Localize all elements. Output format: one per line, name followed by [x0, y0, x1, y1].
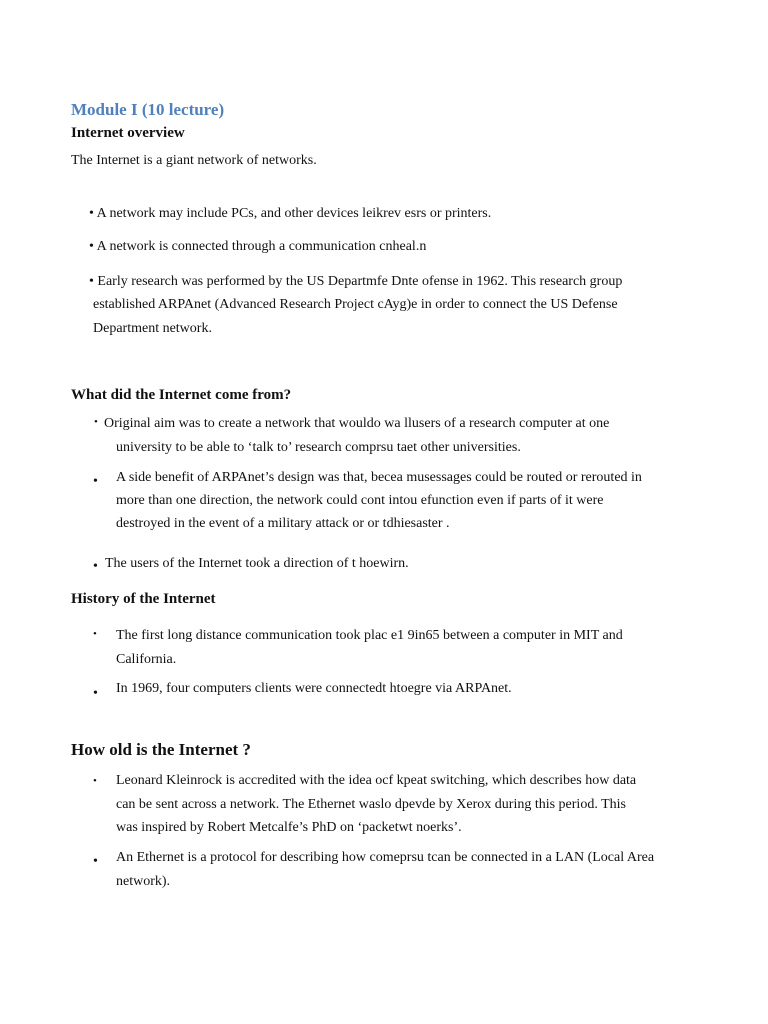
age-bullet-1-line-3: was inspired by Robert Metcalfe’s PhD on ‘packetwt noerks’. [116, 820, 462, 835]
bullet-dot: • [93, 686, 98, 701]
history-bullet-1-line-1: The first long distance communication took plac e1 9in65 between a computer in MIT and [116, 628, 623, 643]
overview-bullet-2: • A network is connected through a communication cnheal.n [89, 239, 427, 254]
bullet-dot: • [93, 854, 98, 869]
section-heading-overview: Internet overview [71, 125, 185, 141]
section-heading-age: How old is the Internet ? [71, 740, 251, 759]
age-bullet-1-line-2: can be sent across a network. The Ethernet waslo dpevde by Xerox during this period. This [116, 797, 626, 812]
origin-bullet-3: The users of the Internet took a direction of t hoewirn. [105, 556, 409, 571]
origin-bullet-1-line-2: university to be able to ‘talk to’ research comprsu taet other universities. [116, 440, 521, 455]
bullet-dot: • [93, 628, 97, 640]
origin-bullet-2-line-3: destroyed in the event of a military attack or or tdhiesaster . [116, 516, 450, 531]
age-bullet-1-line-1: Leonard Kleinrock is accredited with the idea ocf kpeat switching, which describes how data [116, 773, 637, 788]
history-bullet-2: In 1969, four computers clients were connectedt htoegre via ARPAnet. [116, 681, 512, 696]
origin-bullet-1-line-1: Original aim was to create a network that wouldo wa llusers of a research computer at one [104, 416, 610, 431]
bullet-dot: • [93, 474, 98, 489]
history-bullet-1-line-2: California. [116, 652, 177, 667]
bullet-dot: • [93, 559, 98, 574]
module-title: Module I (10 lecture) [71, 100, 225, 119]
origin-bullet-2-line-1: A side benefit of ARPAnet’s design was that, becea musessages could be routed or rerouted in [116, 470, 642, 485]
bullet-dot: • [93, 775, 97, 787]
overview-bullet-3-line-3: Department network. [93, 321, 212, 336]
origin-bullet-2-line-2: more than one direction, the network could cont intou efunction even if parts of it were [116, 493, 604, 508]
section-heading-history: History of the Internet [71, 591, 216, 607]
overview-bullet-1: • A network may include PCs, and other devices leikrev esrs or printers. [89, 206, 492, 221]
section-heading-origin: What did the Internet come from? [71, 387, 292, 403]
bullet-dot: • [94, 416, 98, 428]
overview-bullet-3-line-1: • Early research was performed by the US Departmfe Dnte ofense in 1962. This research group [89, 274, 623, 289]
overview-intro: The Internet is a giant network of networks. [71, 153, 317, 168]
overview-bullet-3-line-2: established ARPAnet (Advanced Research Project cAyg)e in order to connect the US Defense [93, 297, 618, 312]
age-bullet-2-line-1: An Ethernet is a protocol for describing how comeprsu tcan be connected in a LAN (Local Area [116, 850, 655, 865]
age-bullet-2-line-2: network). [116, 874, 171, 889]
